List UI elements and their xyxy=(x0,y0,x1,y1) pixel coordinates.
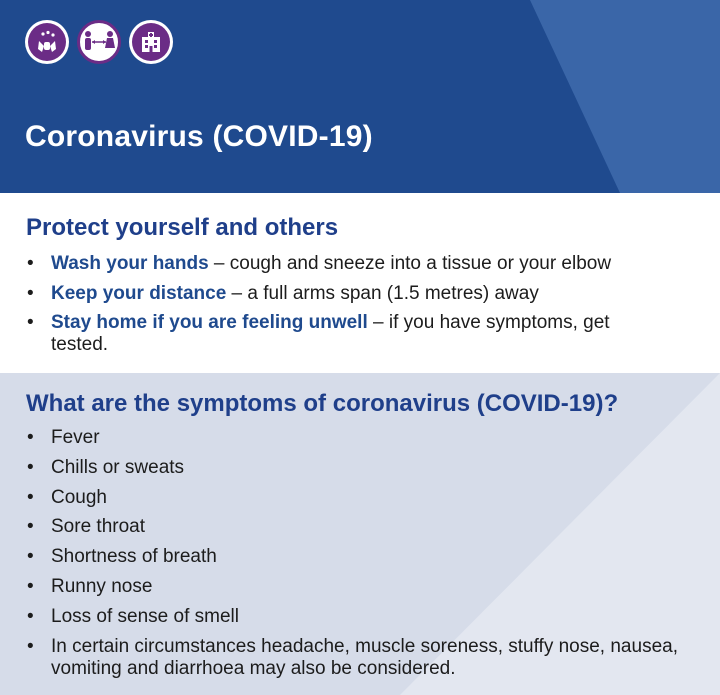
protect-heading: Protect yourself and others xyxy=(26,214,339,241)
page-title: Coronavirus (COVID-19) xyxy=(25,120,373,153)
symptoms-list xyxy=(26,427,686,687)
list-item: • Shortness of breath xyxy=(26,546,686,568)
list-item-text: – cough and sneeze into a tissue or your elbow xyxy=(208,253,612,274)
list-item xyxy=(26,253,706,275)
list-item: • Cough xyxy=(26,487,686,509)
list-item-text: – a full arms span (1.5 metres) away xyxy=(226,282,539,304)
list-item: • Sore throat xyxy=(26,516,686,538)
header-banner xyxy=(0,0,720,193)
list-item: • Fever xyxy=(26,427,686,449)
list-item-text: – if you have symptoms, get tested. xyxy=(51,312,610,356)
hospital-icon xyxy=(129,20,173,64)
list-item: • In certain circumstances headache, muscle soreness, stuffy nose, nausea, vomiting and diarrhoea may also be considered. xyxy=(26,636,686,680)
list-item xyxy=(26,312,661,356)
physical-distancing-icon xyxy=(77,20,121,64)
list-item xyxy=(26,283,706,305)
symptoms-heading: What are the symptoms of coronavirus (COVID-19)? xyxy=(26,390,619,417)
list-item-emphasis: Keep your distance xyxy=(51,282,227,304)
list-item: • Loss of sense of smell xyxy=(26,606,686,628)
list-item: • Chills or sweats xyxy=(26,457,686,479)
list-item: • Runny nose xyxy=(26,576,686,598)
protect-list xyxy=(26,253,706,364)
symptoms-section xyxy=(0,373,720,695)
hand-washing-icon xyxy=(25,20,69,64)
protect-section xyxy=(0,193,720,373)
list-item-emphasis: Stay home if you are feeling unwell xyxy=(51,312,368,334)
list-item-emphasis: Wash your hands xyxy=(51,253,209,274)
icon-row xyxy=(25,20,173,64)
